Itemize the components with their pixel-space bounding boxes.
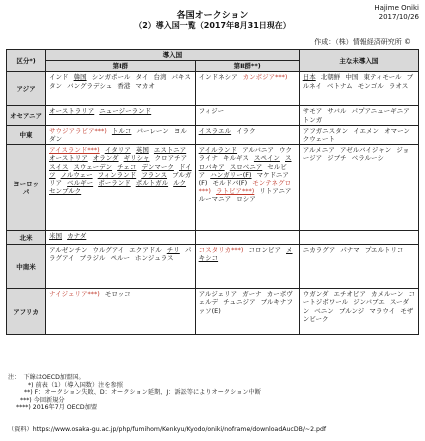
country-name: ベラルーシ (351, 154, 384, 163)
group2-cell (195, 125, 299, 144)
country-name: モロッコ (104, 290, 131, 299)
country-name: アイスランド***) (49, 146, 100, 155)
country-name: ブルンジ (338, 306, 365, 315)
group2-cell (195, 289, 299, 335)
country-name: ベニン (314, 306, 334, 315)
country-name: カンボジア***) (242, 73, 288, 82)
country-name: マラウイ (369, 306, 396, 315)
document-date: 2017/10/26 (378, 13, 419, 21)
country-name: コスタリカ***) (198, 246, 244, 255)
group1-cell (46, 145, 196, 231)
country-name: ロシア (236, 195, 256, 204)
unadopted-cell (299, 289, 418, 335)
country-name: ジンバブエ (353, 298, 385, 307)
group2-cell (195, 106, 299, 125)
country-name: イラク (236, 126, 256, 135)
country-name: クロアチア (154, 154, 188, 163)
country-name: スペイン (253, 154, 280, 163)
header-group1: 第Ⅰ群 (46, 61, 196, 72)
country-name: モンゴル (357, 81, 384, 90)
country-name: カーボヴェルデ (198, 290, 293, 307)
group2-cell (195, 245, 299, 289)
country-name: インド (49, 73, 69, 82)
country-name: ハンガリー(F) (210, 170, 252, 179)
country-name: モザンビーク (302, 306, 414, 323)
country-name: チリ (166, 246, 180, 255)
country-name: ルーマニア (198, 195, 232, 204)
header-region: 区分*) (7, 50, 46, 72)
country-name: 東ティモール (363, 73, 402, 82)
document-subtitle: （2）導入国一覧（2017年8月31日現在） (134, 21, 291, 30)
table-row (7, 72, 419, 106)
region-label: アフリカ (7, 289, 46, 335)
country-name: ギリシャ (123, 154, 150, 163)
country-name: カメルーン (371, 290, 404, 299)
country-name: パナマ (340, 246, 360, 255)
country-name: エストニア (153, 146, 187, 155)
country-name: トルコ (111, 126, 132, 135)
country-name: フィジー (198, 107, 225, 116)
note-2: **) F：オークション失敗、D：オークション延期、J：訴訟等によりオークション中断 (24, 389, 261, 396)
region-label: アジア (7, 72, 46, 106)
region-label: オセアニア (7, 106, 46, 125)
country-name: バーレーン (136, 126, 169, 135)
country-name: キルギス (223, 154, 249, 163)
country-name: パキスタン (49, 73, 191, 90)
country-name: ポルトガル (135, 179, 169, 188)
note-1: *) 前表（1）（導入国数）注を参照 (28, 381, 123, 389)
country-name: コロンビア (248, 246, 281, 255)
country-name: 英国 (135, 146, 149, 155)
country-name: 台湾 (153, 73, 167, 82)
country-name: トンガ (302, 115, 323, 124)
country-name: 北朝鮮 (320, 73, 341, 82)
country-name: ガーナ (242, 290, 262, 299)
country-name: アルバニア (242, 146, 274, 155)
country-name: パプアニューギニア (351, 107, 410, 116)
group1-cell (46, 289, 196, 335)
country-name: セルビア (198, 162, 287, 179)
country-name: アゼルバイジャン (339, 146, 392, 155)
unadopted-cell (299, 106, 418, 125)
country-name: アイルランド (198, 146, 238, 155)
country-name: クウェート (302, 135, 335, 144)
country-name: ブルネイ (302, 73, 414, 90)
author-name: Hajime Oniki (374, 4, 419, 12)
country-name: パラグアイ (49, 246, 192, 263)
group2-cell (195, 145, 299, 231)
table-row (7, 245, 419, 289)
country-name: チェコ (117, 162, 137, 171)
country-name: フィンランド (97, 170, 137, 179)
country-name: ウクライナ (198, 146, 293, 163)
country-name: アフガニスタン (302, 126, 349, 135)
country-name: オマーン (384, 126, 410, 135)
country-name: バングラデシュ (67, 81, 113, 90)
region-label: 北米 (7, 231, 46, 245)
unadopted-cell (299, 72, 418, 106)
country-name: 韓国 (73, 73, 87, 82)
country-name: チュニジア (223, 298, 256, 307)
table-row (7, 125, 419, 144)
country-name: イエメン (353, 126, 379, 135)
country-name: マケドニア(F) (198, 170, 289, 188)
country-name: ジョージア (302, 146, 410, 163)
country-name: オランダ (92, 154, 119, 163)
unadopted-cell (299, 145, 418, 231)
header-unadopted: 主な未導入国 (299, 50, 418, 72)
country-name: コートジボワール (302, 290, 415, 307)
table-row (7, 145, 419, 231)
country-name: スーダン (302, 298, 409, 315)
country-name: マカオ (135, 81, 155, 90)
country-name: スウェーデン (73, 162, 113, 171)
country-name: ノルウェー (60, 170, 93, 179)
note-4: ****) 2016年7月 OECD加盟 (16, 404, 98, 411)
country-name: ジブチ (327, 154, 347, 163)
country-name: アルジェリア (198, 290, 238, 299)
header-adopted: 導入国 (46, 50, 300, 61)
country-name: プエルトリコ (364, 246, 404, 255)
country-name: 日本 (302, 73, 316, 82)
country-name: デンマーク (141, 162, 174, 171)
group1-cell (46, 245, 196, 289)
country-name: モンテネグロ***) (198, 179, 292, 196)
country-name: ラオス (388, 81, 409, 90)
country-name: 香港 (117, 81, 131, 90)
country-name: ニカラグア (302, 246, 336, 255)
country-name: エクアドル (129, 246, 162, 255)
country-name: エチオピア (333, 290, 366, 299)
country-name: サモア (302, 107, 323, 116)
country-name: オーストラリア (49, 107, 95, 116)
country-name: インドネシア (198, 73, 238, 82)
country-name: サウジアラビア***) (49, 126, 107, 135)
country-name: スロバキア (198, 154, 292, 171)
group1-cell (46, 125, 196, 144)
country-name: ドイツ (49, 162, 192, 179)
group1-cell (46, 72, 196, 106)
country-name: フランス (141, 170, 168, 179)
country-name: ラトビア***) (216, 187, 255, 196)
country-name: タイ (135, 73, 149, 82)
country-name: シンガポール (91, 73, 131, 82)
country-name: ウガンダ (302, 290, 329, 299)
country-name: スロベニア (229, 162, 263, 171)
country-name: ナイジェリア***) (49, 290, 100, 299)
table-row (7, 106, 419, 125)
country-table (6, 49, 419, 335)
country-name: ヨルダン (49, 126, 187, 144)
group2-cell (195, 72, 299, 106)
country-name: ポーランド (98, 179, 131, 188)
region-label: 中南米 (7, 245, 46, 289)
country-name: ブルキナファソ(E) (198, 298, 293, 315)
country-name: ホンジュラス (135, 254, 174, 263)
country-name: ペルー (110, 254, 130, 263)
table-row (7, 289, 419, 335)
country-name: サバル (327, 107, 347, 116)
header-group2: 第Ⅱ群**) (195, 61, 299, 72)
region-label: ヨーロッパ (7, 145, 46, 231)
group1-cell (46, 106, 196, 125)
country-name: ニュージーランド (99, 107, 152, 116)
table-row (7, 231, 419, 245)
unadopted-cell (299, 245, 418, 289)
unadopted-cell (299, 231, 418, 245)
country-name: カナダ (67, 232, 87, 241)
country-name: ブルガリア (49, 170, 192, 188)
country-name: ブラジル (79, 254, 106, 263)
country-name: メキシコ (198, 246, 293, 263)
notes-block (8, 374, 418, 412)
note-oecd: 注： 下線はOECD加盟国。 (8, 374, 85, 381)
country-name: 中国 (345, 73, 359, 82)
group2-cell (195, 231, 299, 245)
country-name: ベルギー (67, 179, 94, 188)
country-name: イタリア (104, 146, 131, 155)
document-title: 各国オークション (176, 11, 249, 21)
country-name: ウルグアイ (92, 246, 125, 255)
country-name: ベトナム (326, 81, 353, 90)
country-name: モルドバ(F) (212, 179, 248, 188)
country-name: ルクセンブルク (49, 179, 187, 196)
country-name: アルメニア (302, 146, 335, 155)
note-3: ***) 今回新規分 (20, 396, 65, 404)
country-name: オーストリア (49, 154, 88, 163)
source-note: （資料）https://www.osaka-gu.ac.jp/php/fumihom/Kenkyu/Kyodo/oniki/noframe/downloadAucDB/~2.pdf (8, 426, 327, 433)
unadopted-cell (299, 125, 418, 144)
country-name: アルゼンチン (49, 246, 88, 255)
country-name: イスラエル (198, 126, 232, 135)
group1-cell (46, 231, 196, 245)
country-name: 米国 (49, 232, 63, 241)
country-name: リトアニア (259, 187, 292, 196)
creator-credit: 作成：（株）情報経済研究所 © (314, 38, 411, 46)
country-name: スイス (49, 162, 69, 171)
region-label: 中東 (7, 125, 46, 144)
